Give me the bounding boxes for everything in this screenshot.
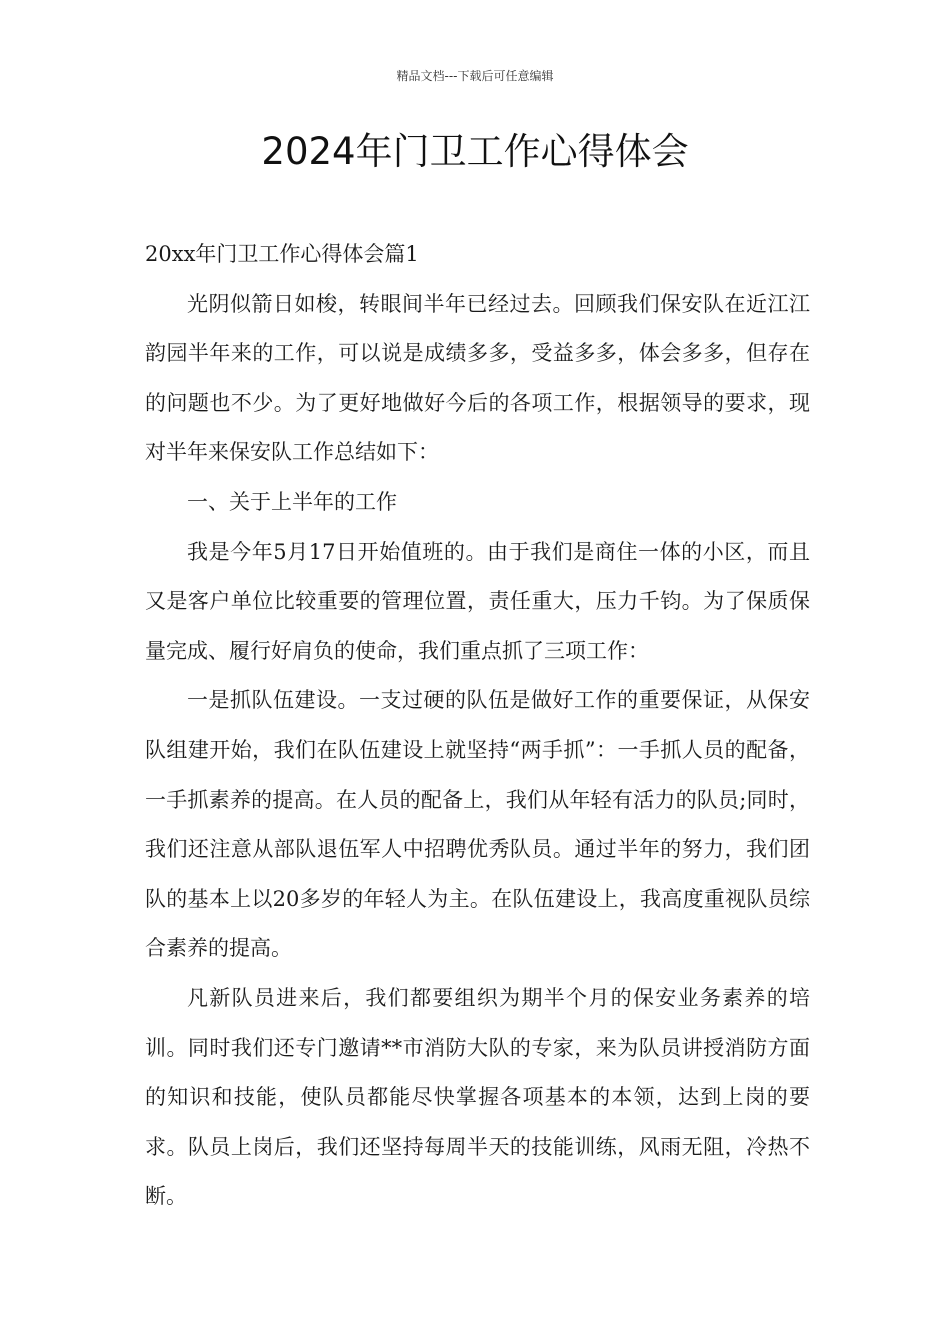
- section-heading: 20xx年门卫工作心得体会篇1: [145, 242, 419, 266]
- subheading-paragraph: 一、关于上半年的工作: [187, 489, 397, 514]
- paragraph: 光阴似箭日如梭，转眼间半年已经过去。回顾我们保安队在近江江韵园半年来的工作，可以说是成绩多多，受益多多，体会多多，但存在的问题也不少。为了更好地做好今后的各项工作，根据领导的要求，现对半年来保安队工作总结如下：: [145, 291, 810, 465]
- paragraph: 一是抓队伍建设。一支过硬的队伍是做好工作的重要保证，从保安队组建开始，我们在队伍建设上就坚持“两手抓”：一手抓人员的配备，一手抓素养的提高。在人员的配备上，我们从年轻有活力的队员;同时，我们还注意从部队退伍军人中招聘优秀队员。通过半年的努力，我们团队的基本上以20多岁的年轻人为主。在队伍建设上，我高度重视队员综合素养的提高。: [145, 688, 810, 961]
- header-note: 精品文档---下载后可任意编辑: [396, 69, 554, 83]
- document-title: 2024年门卫工作心得体会: [261, 130, 689, 173]
- document-body: [145, 230, 810, 1222]
- paragraph: 我是今年5月17日开始值班的。由于我们是商住一体的小区，而且又是客户单位比较重要的管理位置，责任重大，压力千钧。为了保质保量完成、履行好肩负的使命，我们重点抓了三项工作：: [145, 539, 810, 663]
- paragraph: 凡新队员进来后，我们都要组织为期半个月的保安业务素养的培训。同时我们还专门邀请**市消防大队的专家，来为队员讲授消防方面的知识和技能，使队员都能尽快掌握各项基本的本领，达到上岗的要求。队员上岗后，我们还坚持每周半天的技能训练，风雨无阻，冷热不断。: [145, 985, 810, 1209]
